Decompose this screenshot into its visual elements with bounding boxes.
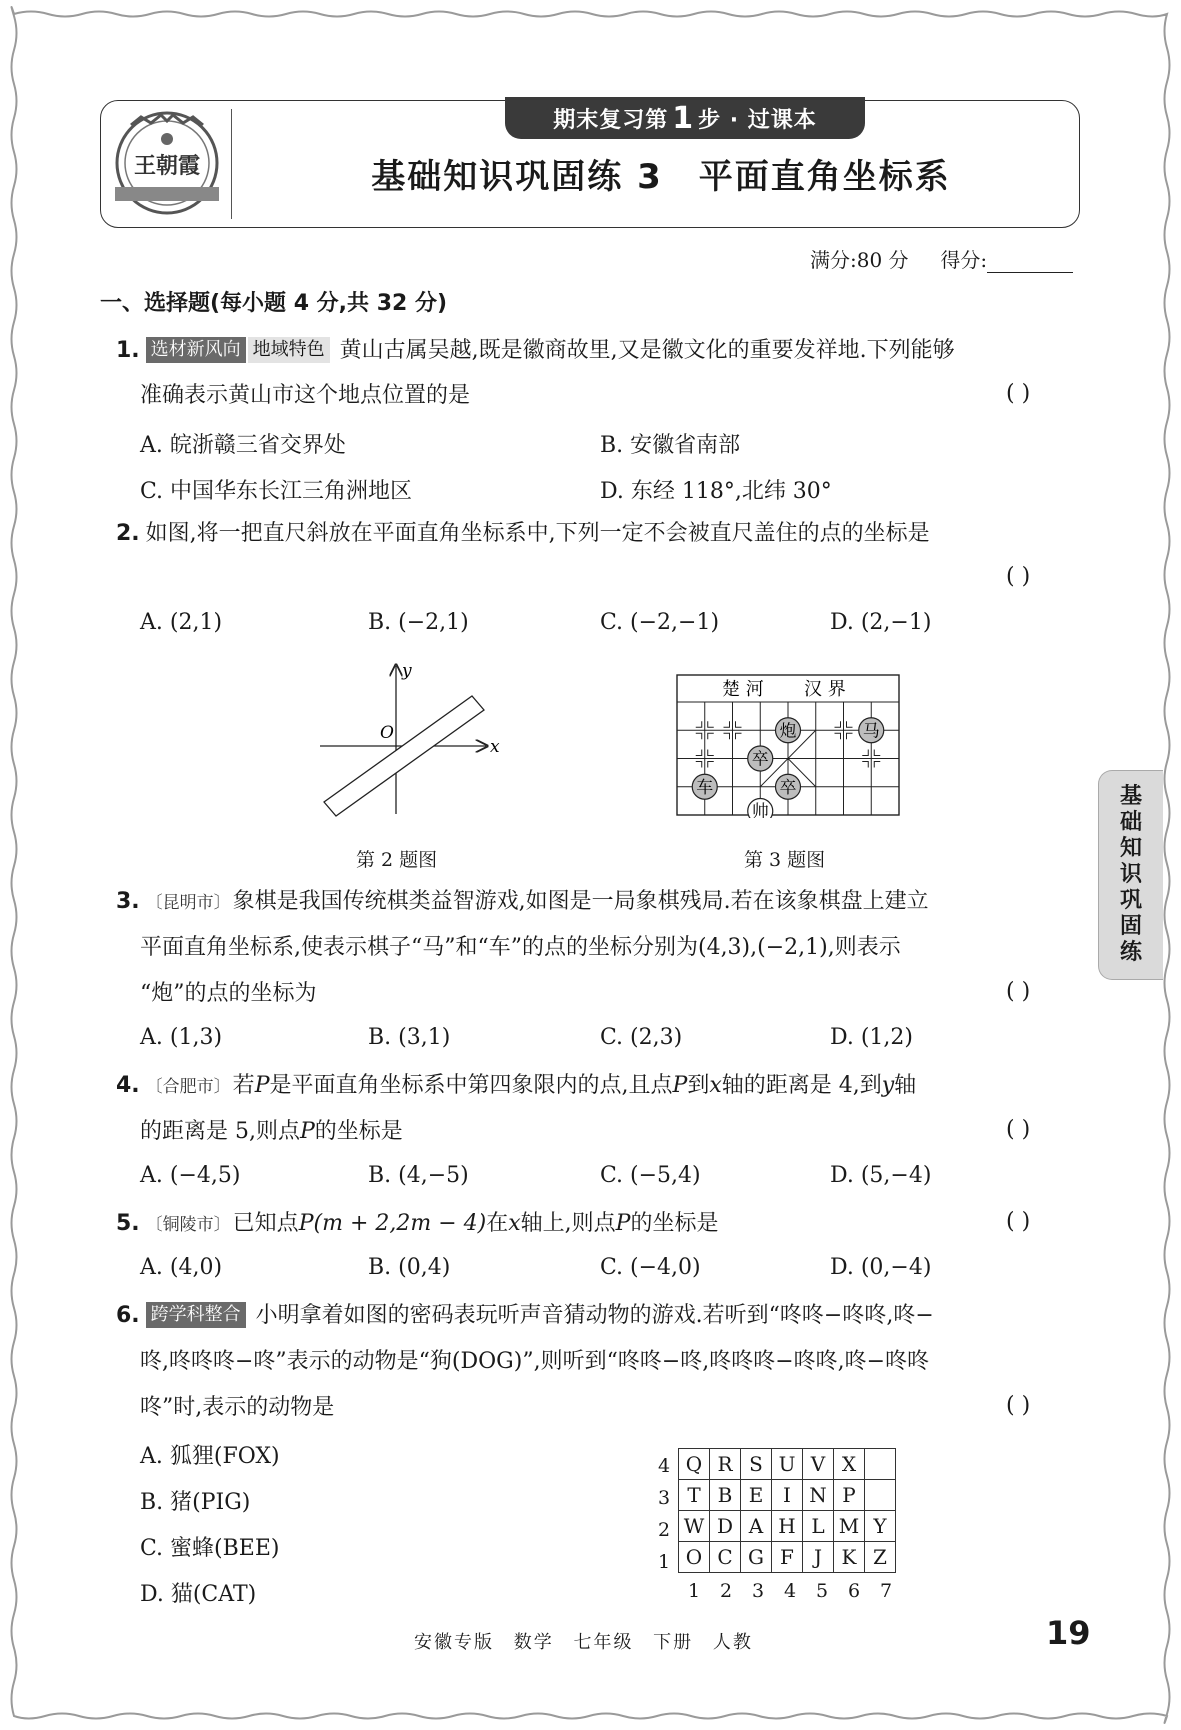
row-label: 2 [658,1519,671,1541]
col-label: 3 [751,1580,765,1602]
q3-option-a[interactable]: A. (1,3) [140,1025,223,1050]
code-cell: Y [865,1511,896,1542]
logo-seal-icon [111,107,223,219]
q5-option-a[interactable]: A. (4,0) [140,1255,223,1280]
q4-var-p2: P [672,1073,688,1098]
chess-piece-label: 卒 [779,777,797,798]
q6-line2: 咚,咚咚咚−咚”表示的动物是“狗(DOG)”,则听到“咚咚−咚,咚咚咚−咚咚,咚−咚咚 [140,1349,930,1374]
q6-line3: 咚”时,表示的动物是 [140,1395,335,1420]
row-label: 4 [658,1455,671,1477]
q4-var-x: x [709,1073,722,1098]
q4-line1 [116,1071,916,1102]
q5-expr: (m + 2,2m − 4) [313,1211,487,1236]
side-tab-char: 识 [1119,862,1142,887]
chess-piece-label: 车 [696,777,714,798]
q6-option-d[interactable]: D. 猫(CAT) [140,1582,257,1607]
step-pre: 期末复习第 [553,107,669,133]
q5-var-p2: P [615,1211,631,1236]
code-cell: F [772,1542,803,1573]
footer-text: 安徽专版 数学 七年级 下册 人教 [414,1632,753,1653]
q5-text-a: 已知点 [232,1211,299,1236]
q4-option-d[interactable]: D. (5,−4) [830,1163,932,1188]
q6-option-a[interactable]: A. 狐狸(FOX) [140,1444,280,1469]
q1-text1: 黄山古属吴越,既是徽商故里,又是徽文化的重要发祥地.下列能够 [339,338,955,363]
code-cell: K [834,1542,865,1573]
q4-text-d: 轴的距离是 4,到 [721,1073,882,1098]
fig2-coordinate-plane [310,658,510,818]
header-box [100,100,1080,228]
q1-number: 1. [116,338,140,363]
q4-text-g: 的坐标是 [314,1119,403,1144]
q2-number: 2. [116,521,140,546]
side-tab-char: 基 [1119,784,1142,809]
code-row-labels [658,1450,670,1578]
q6-number: 6. [116,1303,140,1328]
q5-var-x: x [508,1211,521,1236]
code-cell: E [741,1480,772,1511]
q6-line1 [116,1301,934,1331]
q5-number: 5. [116,1211,140,1236]
q1-answer-paren[interactable]: ( ) [1006,381,1031,406]
q5-line1 [116,1209,718,1240]
code-cell: O [679,1542,710,1573]
row-label: 3 [658,1487,671,1509]
full-score: 满分:80 分 [810,248,909,272]
code-cell: W [679,1511,710,1542]
score-line [810,244,1073,273]
step-banner [505,97,865,139]
col-label: 2 [719,1580,733,1602]
title-left: 基础知识巩固练 3 [371,157,663,197]
q1-option-c[interactable]: C. 中国华东长江三角洲地区 [140,479,413,504]
q6-answer-paren[interactable]: ( ) [1006,1393,1031,1418]
chess-piece-zu [776,774,801,799]
code-table [678,1448,896,1573]
row-label: 1 [658,1551,671,1573]
q4-var-p3: P [299,1119,315,1144]
code-col-labels [678,1580,902,1602]
code-cell: V [803,1449,834,1480]
code-cell: D [710,1511,741,1542]
q3-option-b[interactable]: B. (3,1) [368,1025,451,1050]
q4-source: 〔合肥市〕 [145,1077,231,1097]
code-cell: G [741,1542,772,1573]
q5-var-p: P [298,1211,314,1236]
q3-source: 〔昆明市〕 [145,893,231,913]
q4-var-p: P [254,1073,270,1098]
fig2-origin-label: O [380,723,394,743]
q3-number: 3. [116,889,140,914]
code-cell: C [710,1542,741,1573]
chess-piece-shuai [748,799,773,819]
col-label: 6 [847,1580,861,1602]
q4-option-c[interactable]: C. (−5,4) [600,1163,701,1188]
fig2-x-label: x [490,737,500,757]
q1-tag1: 选材新风向 [146,337,246,363]
title-right: 平面直角坐标系 [698,157,951,197]
section-title: 一、选择题(每小题 4 分,共 32 分) [100,291,448,316]
fig2-ruler [324,696,484,816]
q4-line2 [140,1117,403,1147]
col-label: 5 [815,1580,829,1602]
code-cell: X [834,1449,865,1480]
q4-text-b: 是平面直角坐标系中第四象限内的点,且点 [269,1073,673,1098]
page-number: 19 [1046,1614,1091,1652]
q2-option-d[interactable]: D. (2,−1) [830,610,932,635]
q1-tag2: 地域特色 [248,337,330,363]
col-label: 1 [687,1580,701,1602]
side-tab-char: 知 [1119,836,1142,861]
side-tab-char: 固 [1119,914,1142,939]
chess-piece-pao [776,718,801,743]
q5-text-d: 的坐标是 [630,1211,719,1236]
fig3-river-left: 楚 河 [722,679,764,700]
code-cell: Z [865,1542,896,1573]
page-title [281,149,1041,198]
score-got-label: 得分: [940,248,988,272]
chess-piece-che [692,774,717,799]
q3-option-d[interactable]: D. (1,2) [830,1025,913,1050]
q3-text1: 象棋是我国传统棋类益智游戏,如图是一局象棋残局.若在该象棋盘上建立 [232,889,929,914]
q1-line1 [116,336,955,366]
q4-option-b[interactable]: B. (4,−5) [368,1163,469,1188]
side-tab-char: 础 [1119,810,1142,835]
table-row [679,1542,896,1573]
code-cell [865,1449,896,1480]
q4-text-e: 轴 [894,1073,917,1098]
table-row [679,1511,896,1542]
chess-piece-zu [748,746,773,771]
q4-text-c: 到 [687,1073,710,1098]
code-cell: T [679,1480,710,1511]
q4-var-y: y [881,1073,895,1098]
q4-text-a: 若 [232,1073,255,1098]
q4-number: 4. [116,1073,140,1098]
q6-tag: 跨学科整合 [146,1302,246,1328]
q5-text-c: 轴上,则点 [520,1211,616,1236]
q2-line1 [116,519,930,549]
code-cell [865,1480,896,1511]
code-cell: R [710,1449,741,1480]
chess-piece-label: 帅 [751,802,769,818]
side-tab-char: 巩 [1119,888,1142,913]
q2-option-c[interactable]: C. (−2,−1) [600,610,720,635]
table-row [679,1449,896,1480]
q1-option-a[interactable]: A. 皖浙赣三省交界处 [140,433,346,458]
q5-option-c[interactable]: C. (−4,0) [600,1255,701,1280]
fig2-y-label: y [402,661,412,681]
code-cell: M [834,1511,865,1542]
q6-option-b[interactable]: B. 猪(PIG) [140,1490,251,1515]
q4-answer-paren[interactable]: ( ) [1006,1117,1031,1142]
code-cell: Q [679,1449,710,1480]
code-cell: U [772,1449,803,1480]
q6-text1: 小明拿着如图的密码表玩听声音猜动物的游戏.若听到“咚咚−咚咚,咚− [255,1303,934,1328]
q4-option-a[interactable]: A. (−4,5) [140,1163,241,1188]
q1-option-b[interactable]: B. 安徽省南部 [600,433,741,458]
fig2-caption: 第 2 题图 [356,849,438,871]
chess-piece-label: 炮 [779,721,797,742]
q1-option-d[interactable]: D. 东经 118°,北纬 30° [600,479,832,504]
fig3-caption: 第 3 题图 [744,849,826,871]
q3-option-c[interactable]: C. (2,3) [600,1025,683,1050]
q2-option-a[interactable]: A. (2,1) [140,610,223,635]
code-cell: B [710,1480,741,1511]
chess-piece-label: 马 [862,721,880,742]
q5-option-d[interactable]: D. (0,−4) [830,1255,932,1280]
side-tab-char: 练 [1119,940,1142,965]
col-label: 7 [879,1580,893,1602]
q5-answer-paren[interactable]: ( ) [1006,1209,1031,1234]
q5-option-b[interactable]: B. (0,4) [368,1255,451,1280]
q2-text1: 如图,将一把直尺斜放在平面直角坐标系中,下列一定不会被直尺盖住的点的坐标是 [145,521,930,546]
q4-text-f: 的距离是 5,则点 [140,1119,300,1144]
code-cell: N [803,1480,834,1511]
q3-answer-paren[interactable]: ( ) [1006,979,1031,1004]
q3-line3: “炮”的点的坐标为 [140,981,317,1006]
code-cell: A [741,1511,772,1542]
col-label: 4 [783,1580,797,1602]
code-cell: S [741,1449,772,1480]
side-tab[interactable] [1098,770,1163,980]
q2-answer-paren[interactable]: ( ) [1006,564,1031,589]
logo-text: 王朝霞 [133,153,201,179]
q2-option-b[interactable]: B. (−2,1) [368,610,469,635]
fig3-chess-board [676,674,900,818]
q3-line2: 平面直角坐标系,使表示棋子“马”和“车”的点的坐标分别为(4,3),(−2,1),则表示 [140,935,901,960]
fig3-river-right: 汉 界 [804,679,846,700]
header-separator [231,109,232,219]
step-post: 步 · 过课本 [698,107,817,133]
q1-line2: 准确表示黄山市这个地点位置的是 [140,383,471,408]
step-number: 1 [672,100,695,136]
code-cell: I [772,1480,803,1511]
table-row [679,1480,896,1511]
code-cell: H [772,1511,803,1542]
code-cell: J [803,1542,834,1573]
chess-piece-ma [859,718,884,743]
chess-piece-label: 卒 [751,749,769,770]
q5-text-b: 在 [486,1211,509,1236]
code-cell: P [834,1480,865,1511]
q5-source: 〔铜陵市〕 [145,1215,231,1235]
q3-line1 [116,887,929,918]
q6-option-c[interactable]: C. 蜜蜂(BEE) [140,1536,280,1561]
code-cell: L [803,1511,834,1542]
score-blank[interactable] [987,254,1073,273]
